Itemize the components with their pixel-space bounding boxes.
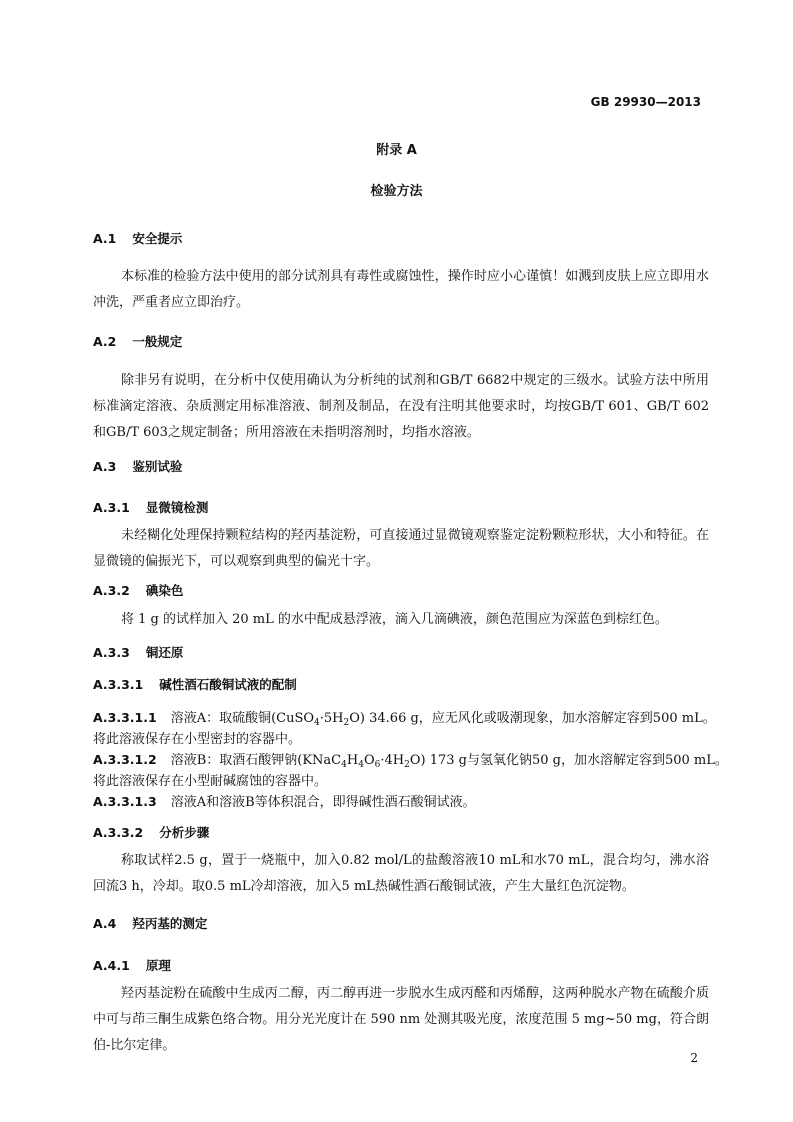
section-title: 碱性酒石酸铜试液的配制	[159, 677, 297, 692]
appendix-label: 附录 A	[376, 143, 417, 158]
section-number: A.3.3.2	[93, 825, 144, 840]
section-heading-a1	[93, 229, 182, 247]
section-heading-a33	[93, 643, 183, 661]
subscript: 6	[374, 760, 381, 770]
appendix-title: 检验方法	[370, 184, 423, 199]
clause-number: A.3.3.1.2	[93, 752, 157, 767]
section-heading-a2	[93, 332, 182, 350]
section-heading-a332	[93, 823, 209, 841]
section-number: A.3	[93, 459, 117, 474]
section-title: 一般规定	[132, 334, 183, 349]
section-number: A.3.3	[93, 645, 130, 660]
section-number: A.4	[93, 916, 117, 931]
section-heading-a331	[93, 675, 297, 693]
subscript: 2	[343, 718, 350, 728]
clause-text: H	[346, 753, 359, 768]
section-number: A.3.2	[93, 583, 130, 598]
section-heading-a31	[93, 498, 208, 516]
clause-number: A.3.3.1.3	[93, 794, 157, 809]
section-title: 原理	[145, 958, 171, 973]
section-number: A.3.3.1	[93, 677, 144, 692]
page-number: 2	[690, 1051, 698, 1065]
paragraph-principle: 羟丙基淀粉在硫酸中生成丙二醇，丙二醇再进一步脱水生成丙醛和丙烯醇，这两种脱水产物在硫酸介质中可与茚三酮生成紫色络合物。用分光光度计在 590 nm 处测其吸光度，浓度范围 5 mg~50 mg，符合朗伯-比尔定律。	[93, 986, 709, 1053]
clause-a3313	[93, 791, 476, 810]
section-title: 鉴别试验	[132, 459, 183, 474]
section-number: A.4.1	[93, 958, 130, 973]
paragraph-procedure: 称取试样2.5 g，置于一烧瓶中，加入0.82 mol/L的盐酸溶液10 mL和水70 mL，混合均匀，沸水浴回流3 h，冷却。取0.5 mL冷却溶液，加入5 mL热碱性酒石酸铜试液，产生大量红色沉淀物。	[93, 853, 709, 894]
section-heading-a4	[93, 914, 207, 932]
subscript: 2	[404, 760, 410, 770]
subscript: 4	[358, 760, 364, 770]
clause-a3312	[93, 749, 728, 770]
section-number: A.1	[93, 231, 117, 246]
paragraph-safety: 本标准的检验方法中使用的部分试剂具有毒性或腐蚀性，操作时应小心谨慎！如溅到皮肤上应立即用水冲洗，严重者应立即治疗。	[93, 269, 709, 310]
section-number: A.2	[93, 334, 117, 349]
section-heading-a41	[93, 956, 171, 974]
section-title: 碘染色	[145, 583, 184, 598]
clause-text: O	[363, 753, 375, 768]
section-heading-a32	[93, 581, 183, 599]
paragraph-microscope: 未经糊化处理保持颗粒结构的羟丙基淀粉，可直接通过显微镜观察鉴定淀粉颗粒形状，大小和特征。在显微镜的偏振光下，可以观察到典型的偏光十字。	[93, 528, 709, 569]
section-title: 羟丙基的测定	[132, 916, 208, 931]
section-title: 显微镜检测	[145, 500, 209, 515]
clause-a3311	[93, 707, 716, 728]
clause-text: ·5H	[319, 711, 344, 726]
clause-number: A.3.3.1.1	[93, 710, 157, 725]
clause-text: ·4H	[380, 753, 405, 768]
subscript: 4	[341, 760, 347, 770]
section-heading-a3	[93, 457, 182, 475]
subscript: 4	[314, 718, 320, 728]
section-title: 铜还原	[145, 645, 184, 660]
clause-text: 溶液B：取酒石酸钾钠(KNaC	[170, 753, 342, 768]
clause-text: O) 173 g与氢氧化钠50 g，加水溶解定容到500 mL。	[409, 753, 728, 768]
section-title: 安全提示	[132, 231, 183, 246]
section-title: 分析步骤	[159, 825, 210, 840]
standard-code: GB 29930—2013	[590, 95, 701, 109]
clause-text: O) 34.66 g，应无风化或吸潮现象，加水溶解定容到500 mL。	[349, 711, 716, 726]
clause-text: 溶液A和溶液B等体积混合，即得碱性酒石酸铜试液。	[170, 795, 476, 810]
clause-a3312-line2: 将此溶液保存在小型耐碱腐蚀的容器中。	[93, 774, 328, 789]
paragraph-general: 除非另有说明，在分析中仅使用确认为分析纯的试剂和GB/T 6682中规定的三级水。试验方法中所用标准滴定溶液、杂质测定用标准溶液、制剂及制品，在没有注明其他要求时，均按GB/T 601、GB/T 602和GB/T 603之规定制备；所用溶液在未指明溶剂时，均指水溶液。	[93, 373, 709, 440]
clause-text: 溶液A：取硫酸铜(CuSO	[170, 711, 315, 726]
section-number: A.3.1	[93, 500, 130, 515]
clause-a3311-line2: 将此溶液保存在小型密封的容器中。	[93, 732, 302, 747]
paragraph-iodine: 将 1 g 的试样加入 20 mL 的水中配成悬浮液，滴入几滴碘液，颜色范围应为深蓝色到棕红色。	[121, 612, 668, 627]
